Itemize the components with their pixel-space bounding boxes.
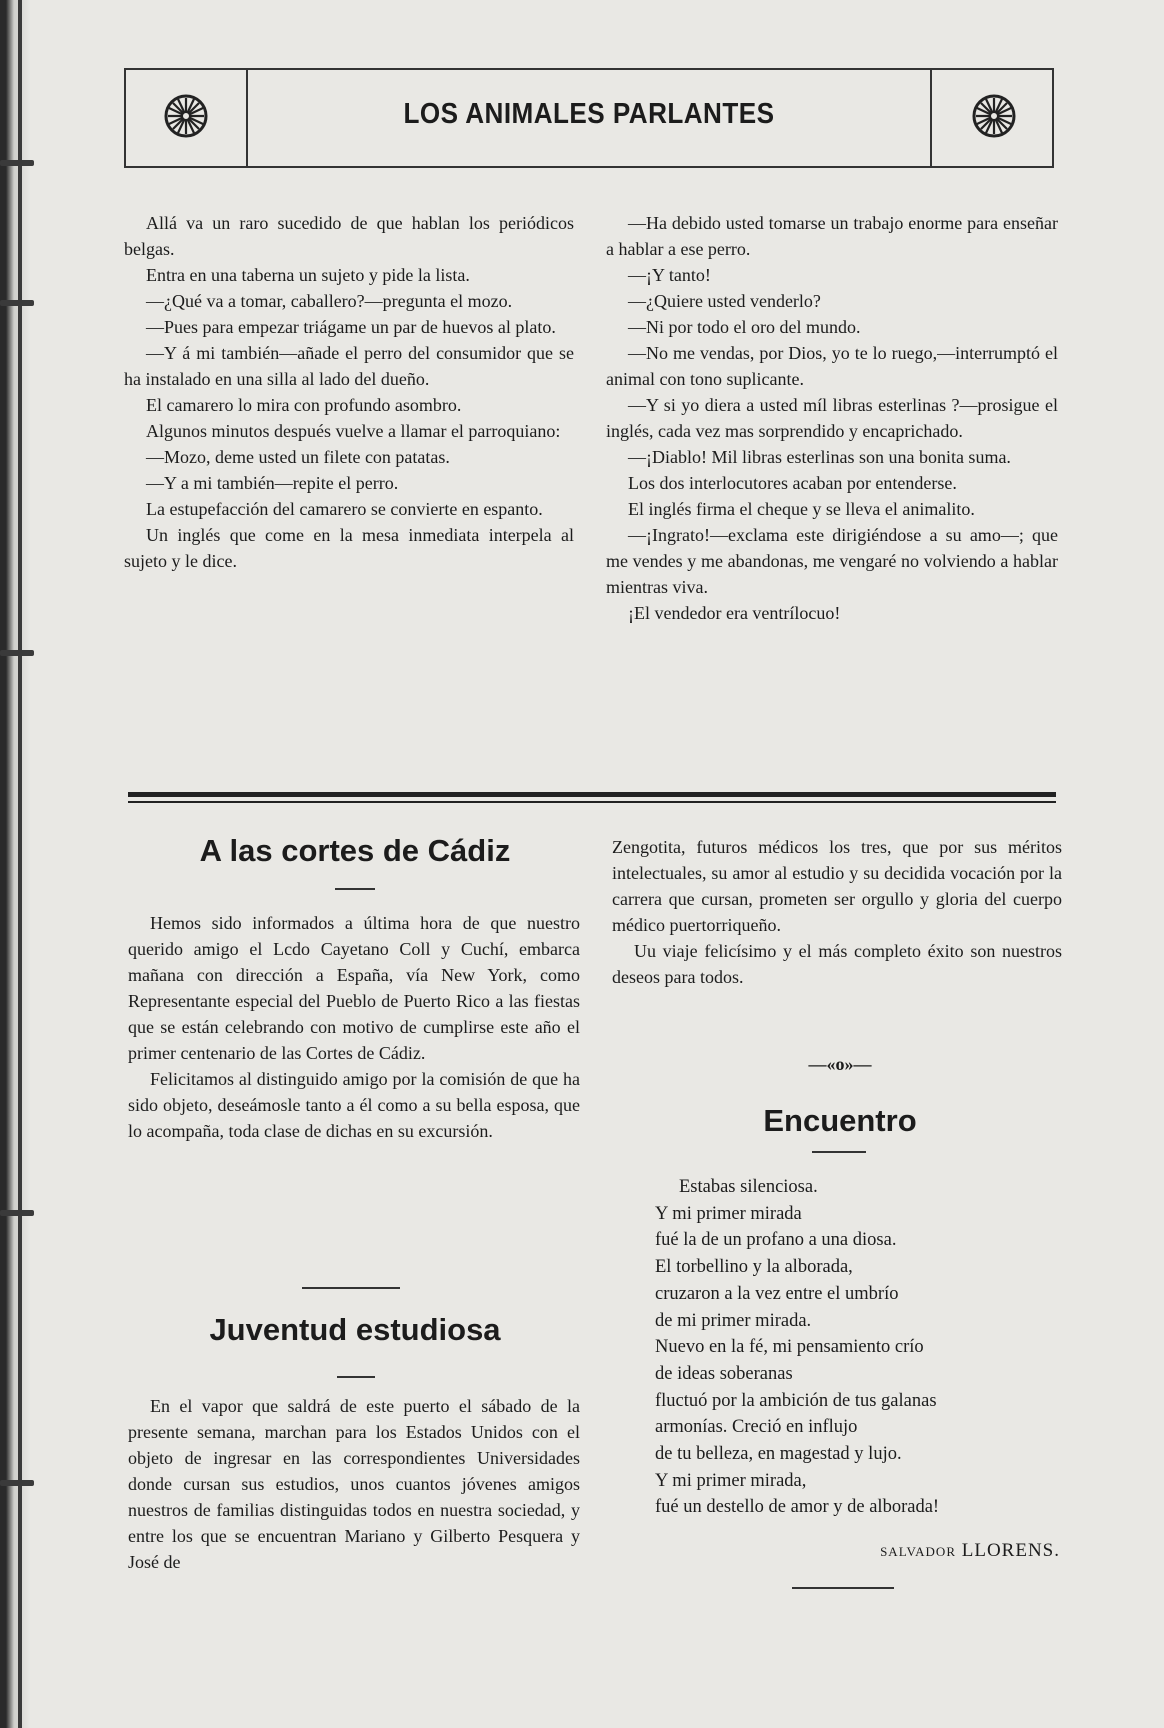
author-last-name: LLORENS.	[961, 1540, 1060, 1561]
paragraph: Un inglés que come en la mesa inmediata interpela al sujeto y le dice.	[124, 525, 574, 571]
poem-line: Estabas silenciosa.	[679, 1177, 818, 1197]
ornament-divider: —«o»—	[808, 1054, 872, 1074]
poem-line: armonías. Creció en influjo	[655, 1417, 858, 1438]
section-end-rule	[792, 1587, 894, 1589]
poem-line: El torbellino y la alborada,	[655, 1257, 853, 1278]
header-left-cell	[124, 70, 248, 166]
juventud-heading: Juventud estudiosa	[209, 1312, 501, 1347]
poem-line: cruzaron a la vez entre el umbrío	[655, 1283, 899, 1304]
juventud-body-right	[612, 834, 1062, 990]
page-header	[124, 68, 1054, 168]
rosette-ornament-icon	[970, 92, 1018, 140]
paragraph: Zengotita, futuros médicos los tres, que por sus méritos intelectuales, su amor al estudio y su decidida vocación por la carrera que cursan, prometen ser orgullo y gloria del cuerpo médico puertorriqueño.	[612, 837, 1062, 935]
paragraph: —Y si yo diera a usted míl libras esterlinas ?—prosigue el inglés, cada vez mas sorprendido y encaprichado.	[606, 395, 1058, 441]
title-underline	[337, 1376, 375, 1378]
paragraph: Hemos sido informados a última hora de que nuestro querido amigo el Lcdo Cayetano Coll y Cuchí, embarca mañana con dirección a España, vía New York, como Representante especial del Pueblo de Puerto Rico a las fiestas que se están celebrando con motivo de cumplirse este año el primer centenario de las Cortes de Cádiz.	[128, 913, 580, 1063]
paragraph: Algunos minutos después vuelve a llamar el parroquiano:	[146, 421, 561, 441]
paragraph: —¿Quiere usted venderlo?	[628, 291, 821, 311]
page-edge	[0, 0, 30, 1728]
binding-staple	[0, 300, 34, 306]
animales-right-column	[606, 210, 1058, 626]
poem-line: de ideas soberanas	[655, 1363, 793, 1384]
author-first-name: SALVADOR	[880, 1544, 956, 1559]
encuentro-poem	[655, 1174, 1075, 1521]
juventud-body-left	[128, 1393, 580, 1575]
poem-line: fué la de un profano a una diosa.	[655, 1230, 897, 1251]
paragraph: Entra en una taberna un sujeto y pide la lista.	[146, 265, 470, 285]
paragraph: —Ha debido usted tomarse un trabajo enorme para enseñar a hablar a ese perro.	[606, 213, 1058, 259]
poem-line: fluctuó por la ambición de tus galanas	[655, 1390, 937, 1411]
title-underline	[335, 888, 375, 890]
poem-line: Y mi primer mirada,	[655, 1470, 807, 1491]
paragraph: —Pues para empezar triágame un par de huevos al plato.	[146, 317, 556, 337]
cadiz-heading: A las cortes de Cádiz	[199, 833, 511, 868]
binding-staple	[0, 1210, 34, 1216]
paragraph: —Y a mi también—repite el perro.	[146, 473, 399, 493]
paragraph: —¿Qué va a tomar, caballero?—pregunta el mozo.	[146, 291, 513, 311]
paragraph: Los dos interlocutores acaban por entenderse.	[628, 473, 957, 493]
rosette-ornament-icon	[162, 92, 210, 140]
paragraph: Uu viaje felicísimo y el más completo éxito son nuestros deseos para todos.	[612, 941, 1062, 987]
binding-staple	[0, 650, 34, 656]
binding-strip	[18, 0, 22, 1728]
paragraph: Felicitamos al distinguido amigo por la comisión de que ha sido objeto, deseámosle tanto a él como a su bella esposa, que lo acompaña, toda clase de dichas en su excursión.	[128, 1069, 580, 1141]
animales-left-column	[124, 210, 574, 574]
encuentro-heading: Encuentro	[763, 1103, 917, 1138]
paragraph: —Ni por todo el oro del mundo.	[628, 317, 861, 337]
paragraph: Allá va un raro sucedido de que hablan los periódicos belgas.	[124, 213, 574, 259]
cadiz-body	[128, 910, 580, 1144]
poem-line: de tu belleza, en magestad y lujo.	[655, 1444, 902, 1465]
poem-line: de mi primer mirada.	[655, 1310, 812, 1331]
paragraph: —¡Y tanto!	[628, 265, 711, 285]
page-title: LOS ANIMALES PARLANTES	[403, 98, 775, 130]
paragraph: El camarero lo mira con profundo asombro.	[146, 395, 462, 415]
paragraph: —Mozo, deme usted un filete con patatas.	[146, 447, 450, 467]
paragraph: El inglés firma el cheque y se lleva el animalito.	[628, 499, 975, 519]
section-divider	[128, 801, 1056, 803]
paragraph: —Y á mi también—añade el perro del consumidor que se ha instalado en una silla al lado del dueño.	[124, 343, 574, 389]
paragraph: —¡Diablo! Mil libras esterlinas son una bonita suma.	[628, 447, 1011, 467]
poem-line: fué un destello de amor y de alborada!	[655, 1497, 940, 1518]
title-underline	[812, 1151, 866, 1153]
paragraph: —No me vendas, por Dios, yo te lo ruego,—interrumptó el animal con tono suplicante.	[606, 343, 1058, 389]
paragraph: ¡El vendedor era ventrílocuo!	[628, 603, 841, 623]
binding-staple	[0, 1480, 34, 1486]
poem-line: Y mi primer mirada	[655, 1203, 802, 1224]
paragraph: —¡Ingrato!—exclama este dirigiéndose a su amo—; que me vendes y me abandonas, me vengaré no volviendo a hablar mientras viva.	[606, 525, 1058, 597]
section-divider	[128, 792, 1056, 797]
header-right-cell	[930, 70, 1054, 166]
poem-line: Nuevo en la fé, mi pensamiento crío	[655, 1337, 924, 1358]
section-divider-short	[302, 1287, 400, 1289]
author-signature	[820, 1540, 1060, 1562]
paragraph: La estupefacción del camarero se convierte en espanto.	[146, 499, 543, 519]
binding-staple	[0, 160, 34, 166]
paragraph: En el vapor que saldrá de este puerto el sábado de la presente semana, marchan para los Estados Unidos con el objeto de ingresar en las correspondientes Universidades donde cursan sus estudios, unos cuantos jóvenes amigos nuestros de familias distinguidas todos en nuestra sociedad, y entre los que se encuentran Mariano y Gilberto Pesquera y José de	[128, 1396, 580, 1572]
